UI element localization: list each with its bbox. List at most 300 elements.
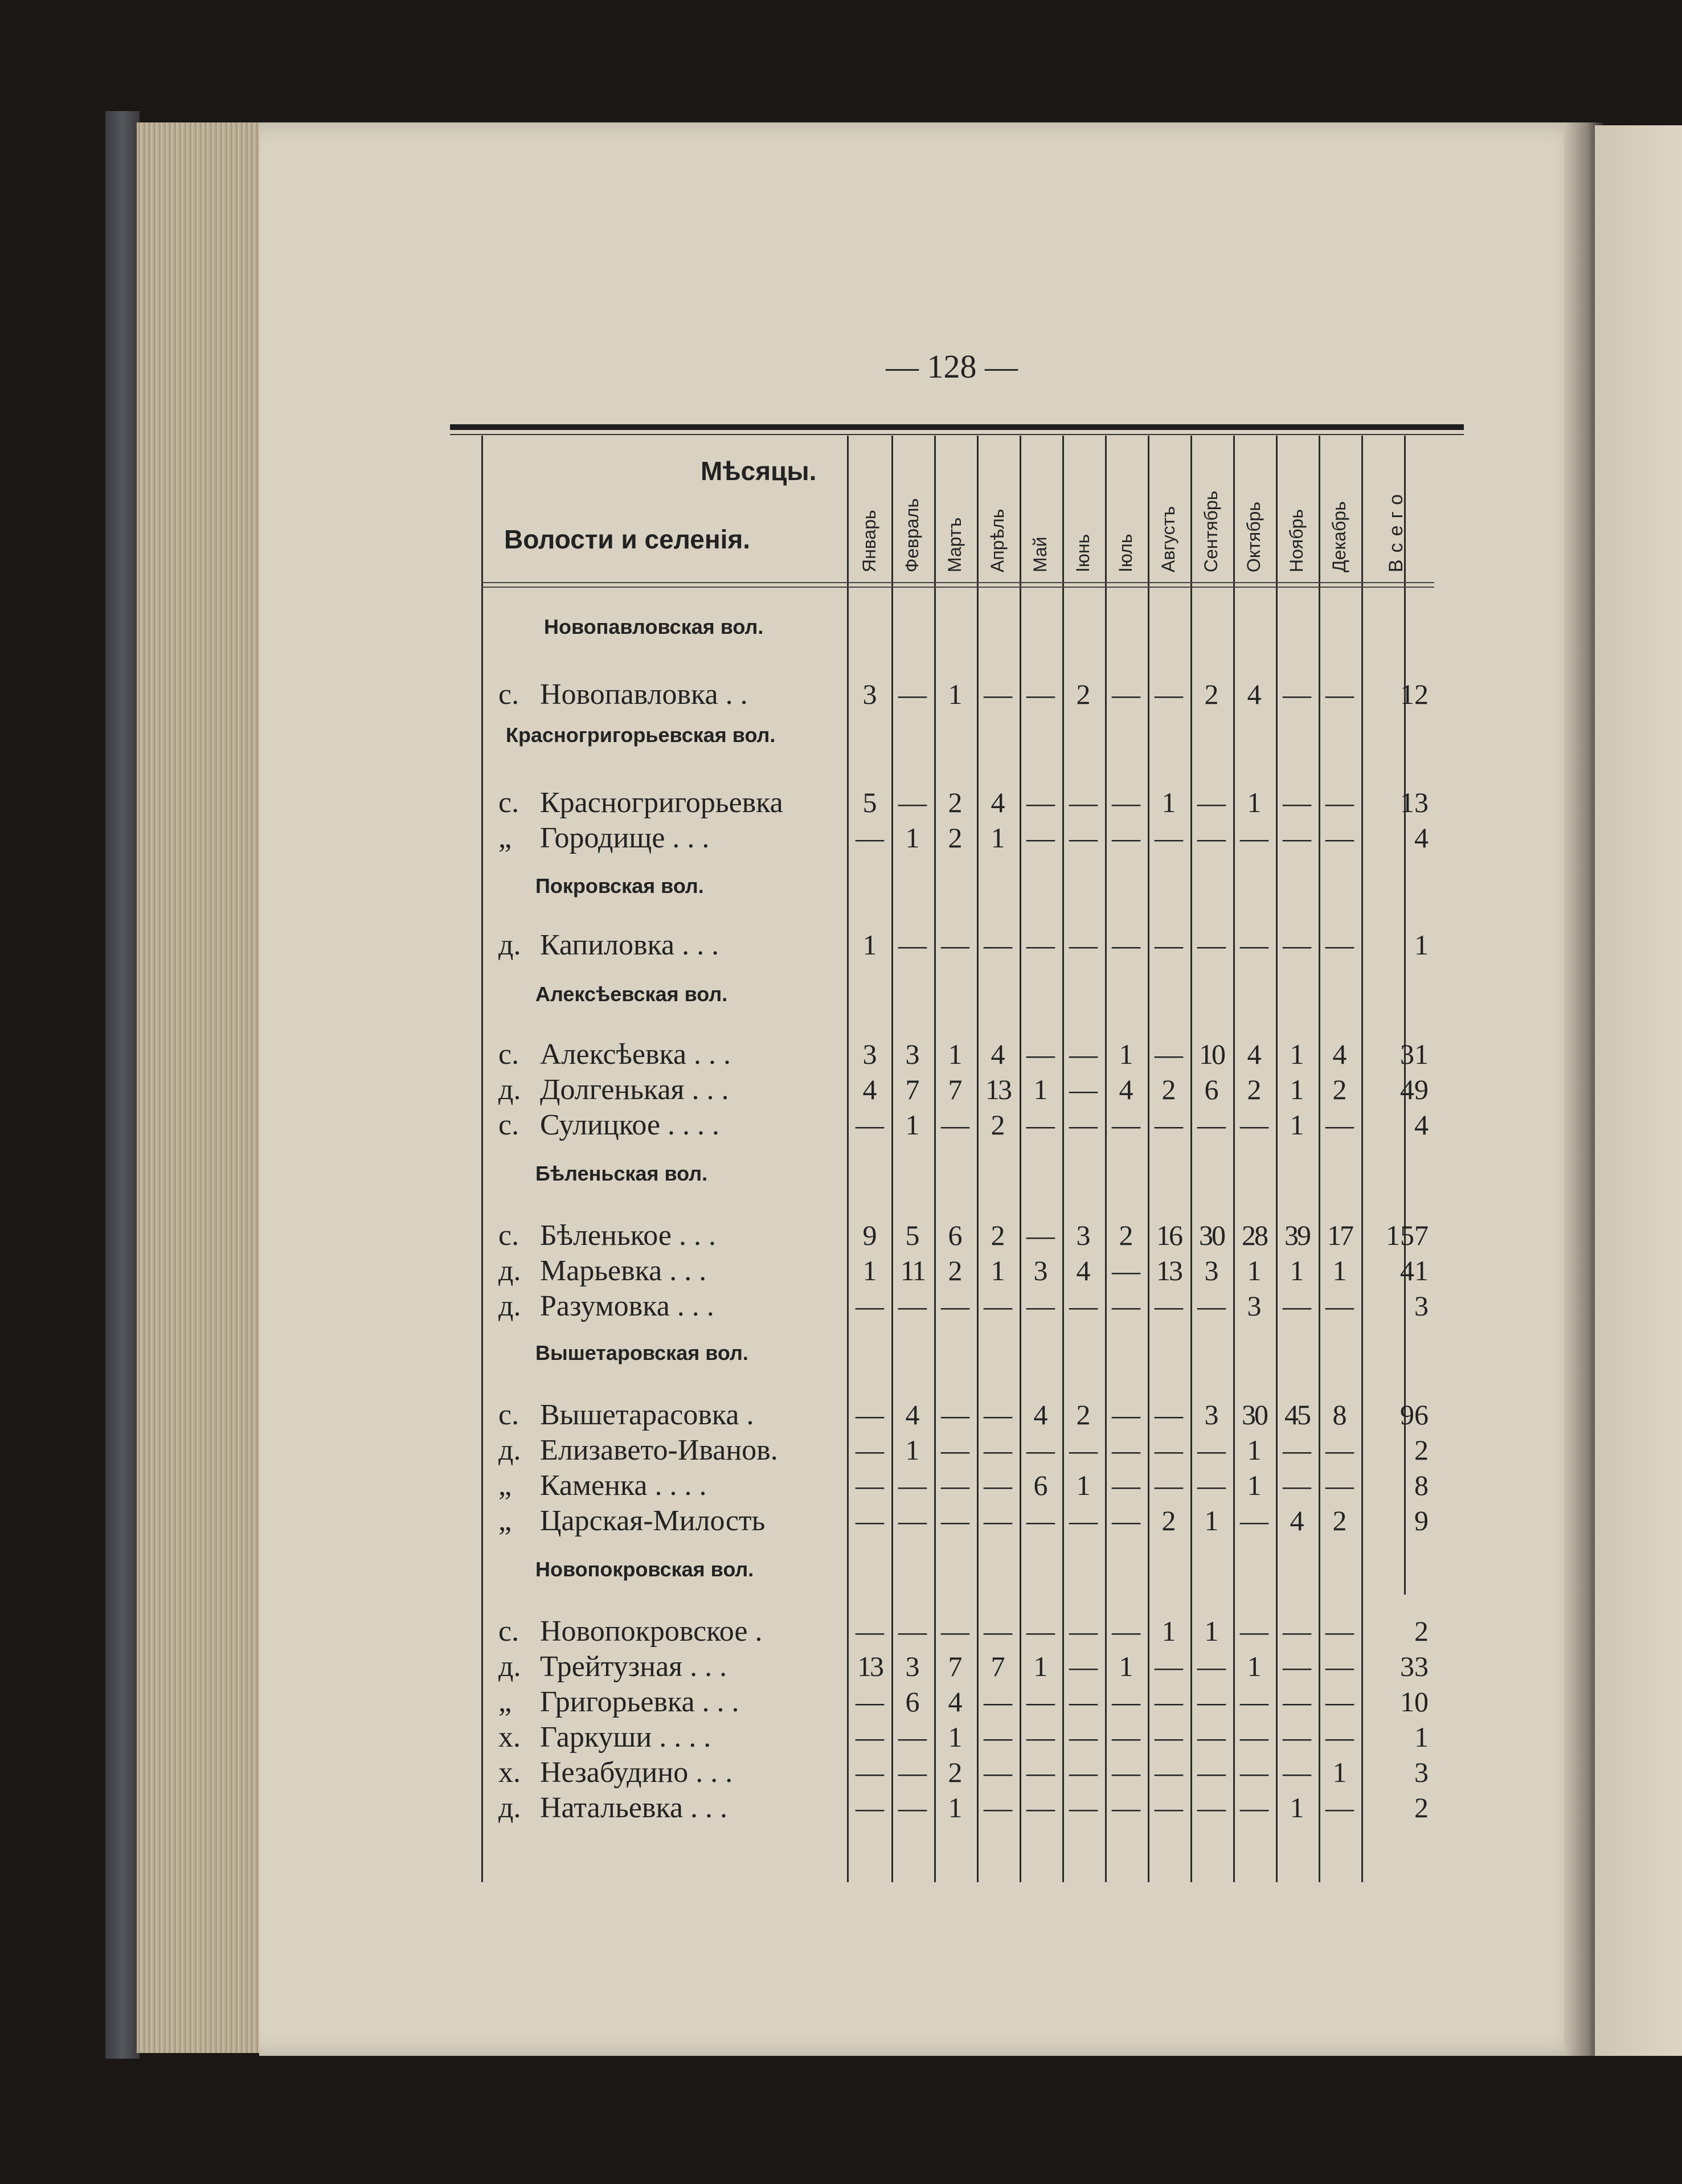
settlement-type: д. xyxy=(498,1290,521,1322)
month-value-cell: — xyxy=(1155,1756,1183,1788)
month-value-cell: — xyxy=(1283,786,1311,818)
month-value-cell: 45 xyxy=(1284,1399,1309,1431)
month-value-cell: — xyxy=(1155,1290,1183,1322)
month-value-cell: — xyxy=(1155,1650,1183,1682)
month-header: Ноябрь xyxy=(1286,509,1307,572)
month-value-cell: — xyxy=(1283,1721,1311,1753)
month-value-cell: — xyxy=(1325,1434,1354,1466)
corner-months-label: Мѣсяцы. xyxy=(701,456,817,486)
month-value-cell: 4 xyxy=(1290,1505,1304,1536)
month-value-cell: 3 xyxy=(905,1038,920,1070)
month-value-cell: — xyxy=(1283,1469,1311,1501)
month-value-cell: 6 xyxy=(1204,1073,1219,1105)
month-value-cell: — xyxy=(898,678,927,710)
month-value-cell: — xyxy=(941,929,969,961)
settlement-name: Сулицкое . . . . xyxy=(540,1109,720,1141)
month-value-cell: — xyxy=(898,1792,927,1824)
month-value-cell: — xyxy=(1325,1792,1354,1824)
settlement-name: Красногригорьевка xyxy=(540,786,783,819)
month-value-cell: — xyxy=(941,1290,969,1322)
month-value-cell: — xyxy=(1112,1255,1140,1286)
month-value-cell: — xyxy=(1026,1686,1055,1718)
month-value-cell: — xyxy=(1026,1792,1055,1824)
settlement-type: д. xyxy=(498,1255,521,1287)
row-total-cell: 157 xyxy=(1386,1219,1429,1251)
month-value-cell: 13 xyxy=(985,1073,1010,1105)
month-value-cell: — xyxy=(898,1290,927,1322)
month-value-cell: 1 xyxy=(1033,1650,1048,1682)
settlement-type: с. xyxy=(498,1038,519,1071)
month-header: Всего xyxy=(1385,487,1407,572)
month-value-cell: 7 xyxy=(948,1650,963,1682)
month-value-cell: — xyxy=(856,1756,884,1788)
month-value-cell: — xyxy=(1197,1792,1226,1824)
row-total-cell: 3 xyxy=(1414,1290,1429,1322)
settlement-name: Капиловка . . . xyxy=(540,929,719,961)
month-value-cell: 1 xyxy=(1247,1255,1262,1286)
month-header: Декабрь xyxy=(1329,501,1349,572)
settlement-name: Марьевка . . . xyxy=(540,1255,707,1287)
month-value-cell: 17 xyxy=(1327,1219,1352,1251)
month-value-cell: — xyxy=(1240,1615,1268,1647)
month-value-cell: 3 xyxy=(1247,1290,1262,1322)
month-value-cell: — xyxy=(1026,1615,1055,1647)
month-value-cell: 1 xyxy=(1161,786,1176,818)
month-value-cell: — xyxy=(1240,1721,1268,1753)
month-value-cell: 6 xyxy=(948,1219,963,1251)
month-value-cell: — xyxy=(1197,1756,1226,1788)
row-total-cell: 31 xyxy=(1400,1038,1429,1070)
month-value-cell: — xyxy=(1069,1290,1098,1322)
month-value-cell: — xyxy=(1155,1792,1183,1824)
month-value-cell: — xyxy=(1325,929,1354,961)
month-header: Мартъ xyxy=(944,517,965,572)
month-value-cell: — xyxy=(1112,1615,1140,1647)
month-value-cell: — xyxy=(1069,1721,1098,1753)
settlement-name: Алексѣевка . . . xyxy=(540,1038,731,1071)
month-value-cell: 1 xyxy=(1332,1756,1347,1788)
month-header: Январь xyxy=(859,510,879,572)
month-value-cell: — xyxy=(898,929,927,961)
month-value-cell: — xyxy=(1197,1434,1226,1466)
month-value-cell: 1 xyxy=(905,1109,920,1141)
month-value-cell: — xyxy=(984,1399,1012,1431)
row-total-cell: 10 xyxy=(1400,1686,1429,1718)
month-value-cell: — xyxy=(1325,678,1354,710)
month-header: Августъ xyxy=(1158,506,1178,572)
settlement-name: Трейтузная . . . xyxy=(540,1650,727,1683)
settlement-name: Новопавловка . . xyxy=(540,678,748,711)
settlement-name: Гаркуши . . . . xyxy=(540,1721,711,1753)
volost-heading: Алексѣевская вол. xyxy=(535,982,728,1006)
month-value-cell: — xyxy=(1240,1505,1268,1536)
month-value-cell: — xyxy=(941,1615,969,1647)
settlement-name: Бѣленькое . . . xyxy=(540,1219,717,1252)
month-value-cell: 1 xyxy=(1033,1073,1048,1105)
month-value-cell: — xyxy=(1240,1756,1268,1788)
month-value-cell: 1 xyxy=(905,1434,920,1466)
month-value-cell: — xyxy=(1112,1686,1140,1718)
month-value-cell: — xyxy=(984,1505,1012,1536)
month-value-cell: — xyxy=(1155,1721,1183,1753)
month-value-cell: 3 xyxy=(862,678,877,710)
month-value-cell: — xyxy=(1112,1756,1140,1788)
month-value-cell: — xyxy=(1283,1756,1311,1788)
month-header: Май xyxy=(1030,536,1050,572)
month-value-cell: — xyxy=(898,1469,927,1501)
month-value-cell: — xyxy=(1069,822,1098,854)
month-value-cell: — xyxy=(1325,1290,1354,1322)
month-value-cell: — xyxy=(1112,1792,1140,1824)
settlement-name: Вышетарасовка . xyxy=(540,1399,754,1431)
month-value-cell: 3 xyxy=(1204,1255,1219,1286)
month-value-cell: 13 xyxy=(1156,1255,1181,1286)
month-value-cell: 4 xyxy=(1247,1038,1262,1070)
month-value-cell: 1 xyxy=(948,1792,963,1824)
month-value-cell: — xyxy=(1240,1686,1268,1718)
month-value-cell: — xyxy=(1197,1686,1226,1718)
month-value-cell: — xyxy=(1026,929,1055,961)
month-value-cell: 28 xyxy=(1242,1219,1267,1251)
month-value-cell: — xyxy=(1069,929,1098,961)
month-value-cell: 2 xyxy=(948,1756,963,1788)
month-value-cell: — xyxy=(1069,1756,1098,1788)
settlement-type: д. xyxy=(498,929,521,961)
page-edges xyxy=(137,122,262,2053)
month-value-cell: 5 xyxy=(862,786,877,818)
month-value-cell: 1 xyxy=(1204,1505,1219,1536)
month-header: Іюнь xyxy=(1073,534,1093,572)
header-bottom-rule xyxy=(481,587,1434,588)
settlement-type: д. xyxy=(498,1073,521,1106)
month-value-cell: 3 xyxy=(862,1038,877,1070)
month-value-cell: — xyxy=(1026,678,1055,710)
month-value-cell: — xyxy=(856,1399,884,1431)
month-value-cell: — xyxy=(1069,1615,1098,1647)
settlement-name: Незабудино . . . xyxy=(540,1756,733,1789)
month-value-cell: — xyxy=(1155,822,1183,854)
month-header: Апрѣль xyxy=(987,509,1008,572)
month-value-cell: — xyxy=(1026,1290,1055,1322)
month-value-cell: 10 xyxy=(1199,1038,1224,1070)
month-value-cell: 4 xyxy=(991,1038,1005,1070)
settlement-type: с. xyxy=(498,1109,519,1141)
month-value-cell: — xyxy=(984,1615,1012,1647)
settlement-type: „ xyxy=(498,1686,512,1718)
month-value-cell: — xyxy=(898,786,927,818)
month-value-cell: 2 xyxy=(991,1219,1005,1251)
corner-regions-label: Волости и селенія. xyxy=(504,525,751,554)
settlement-type: д. xyxy=(498,1792,521,1824)
month-value-cell: — xyxy=(1240,822,1268,854)
month-value-cell: 2 xyxy=(1076,1399,1091,1431)
month-value-cell: — xyxy=(1026,1219,1055,1251)
settlement-type: д. xyxy=(498,1650,521,1683)
month-value-cell: 1 xyxy=(1161,1615,1176,1647)
month-value-cell: 4 xyxy=(1033,1399,1048,1431)
month-value-cell: 1 xyxy=(1247,786,1262,818)
month-value-cell: 1 xyxy=(948,678,963,710)
month-value-cell: 2 xyxy=(991,1109,1005,1141)
month-value-cell: — xyxy=(1325,822,1354,854)
month-value-cell: — xyxy=(984,1686,1012,1718)
month-value-cell: — xyxy=(1283,822,1311,854)
month-value-cell: — xyxy=(1026,786,1055,818)
month-value-cell: — xyxy=(1155,929,1183,961)
month-header: Іюль xyxy=(1115,534,1136,572)
row-total-cell: 4 xyxy=(1414,822,1429,854)
row-total-cell: 49 xyxy=(1400,1073,1429,1105)
month-value-cell: — xyxy=(1325,1650,1354,1682)
month-value-cell: — xyxy=(1112,678,1140,710)
settlement-type: с. xyxy=(498,1219,519,1252)
month-value-cell: 2 xyxy=(948,822,963,854)
month-value-cell: — xyxy=(1112,822,1140,854)
month-value-cell: — xyxy=(1197,786,1226,818)
month-value-cell: 4 xyxy=(1332,1038,1347,1070)
month-value-cell: — xyxy=(1112,1505,1140,1536)
month-value-cell: — xyxy=(941,1434,969,1466)
month-value-cell: — xyxy=(1325,1109,1354,1141)
month-value-cell: 1 xyxy=(1119,1038,1133,1070)
month-value-cell: 6 xyxy=(1033,1469,1048,1501)
month-value-cell: 1 xyxy=(1204,1615,1219,1647)
page-number: — 128 — xyxy=(886,348,1018,385)
month-value-cell: — xyxy=(1197,1469,1226,1501)
month-value-cell: 2 xyxy=(948,1255,963,1286)
month-value-cell: — xyxy=(984,929,1012,961)
month-value-cell: 4 xyxy=(1119,1073,1133,1105)
header-bottom-rule xyxy=(481,582,1434,583)
month-value-cell: — xyxy=(856,1686,884,1718)
month-value-cell: 4 xyxy=(1247,678,1262,710)
month-value-cell: — xyxy=(898,1615,927,1647)
month-value-cell: 1 xyxy=(1076,1469,1091,1501)
month-value-cell: 2 xyxy=(1119,1219,1133,1251)
row-total-cell: 33 xyxy=(1400,1650,1429,1682)
month-value-cell: 4 xyxy=(905,1399,920,1431)
month-value-cell: — xyxy=(941,1469,969,1501)
month-header: Октябрь xyxy=(1243,501,1264,572)
month-value-cell: 5 xyxy=(905,1219,920,1251)
month-value-cell: — xyxy=(984,1469,1012,1501)
month-value-cell: — xyxy=(1026,1756,1055,1788)
month-value-cell: — xyxy=(1026,1434,1055,1466)
settlement-type: с. xyxy=(498,1399,519,1431)
month-value-cell: — xyxy=(1283,1650,1311,1682)
month-value-cell: 1 xyxy=(1290,1792,1304,1824)
month-value-cell: — xyxy=(1283,1615,1311,1647)
settlement-type: „ xyxy=(498,1505,512,1537)
month-value-cell: 1 xyxy=(1290,1073,1304,1105)
row-total-cell: 2 xyxy=(1414,1792,1429,1824)
month-value-cell: — xyxy=(1197,822,1226,854)
month-value-cell: 1 xyxy=(862,929,877,961)
volost-heading: Покровская вол. xyxy=(535,874,704,898)
month-value-cell: 9 xyxy=(862,1219,877,1251)
month-value-cell: 2 xyxy=(1161,1073,1176,1105)
month-value-cell: — xyxy=(1283,1290,1311,1322)
month-value-cell: — xyxy=(984,1434,1012,1466)
month-value-cell: 2 xyxy=(1076,678,1091,710)
month-value-cell: — xyxy=(1069,1792,1098,1824)
month-value-cell: 39 xyxy=(1284,1219,1309,1251)
month-value-cell: — xyxy=(1283,1686,1311,1718)
month-value-cell: — xyxy=(856,1109,884,1141)
month-value-cell: — xyxy=(984,1756,1012,1788)
month-value-cell: 4 xyxy=(991,786,1005,818)
month-value-cell: — xyxy=(1155,1038,1183,1070)
settlement-type: „ xyxy=(498,822,512,854)
month-value-cell: 1 xyxy=(1332,1255,1347,1286)
month-value-cell: — xyxy=(1069,1505,1098,1536)
month-value-cell: — xyxy=(1155,1686,1183,1718)
settlement-name: Городище . . . xyxy=(540,822,710,854)
month-value-cell: — xyxy=(1283,1434,1311,1466)
volost-heading: Вышетаровская вол. xyxy=(535,1341,748,1365)
month-value-cell: — xyxy=(856,1434,884,1466)
row-total-cell: 12 xyxy=(1400,678,1429,710)
month-value-cell: — xyxy=(1026,1038,1055,1070)
month-value-cell: — xyxy=(1197,1109,1226,1141)
month-value-cell: — xyxy=(1069,1434,1098,1466)
row-total-cell: 8 xyxy=(1414,1469,1429,1501)
settlement-type: х. xyxy=(498,1756,521,1789)
month-value-cell: — xyxy=(984,1721,1012,1753)
month-value-cell: 1 xyxy=(991,822,1005,854)
month-value-cell: 2 xyxy=(948,786,963,818)
month-value-cell: — xyxy=(1155,1469,1183,1501)
table-column-line xyxy=(847,436,849,1882)
month-value-cell: — xyxy=(1069,1109,1098,1141)
month-value-cell: — xyxy=(898,1505,927,1536)
volost-heading: Новопокровская вол. xyxy=(535,1558,754,1581)
month-value-cell: 3 xyxy=(905,1650,920,1682)
month-value-cell: 1 xyxy=(1290,1109,1304,1141)
month-value-cell: — xyxy=(1197,1290,1226,1322)
month-value-cell: — xyxy=(856,1469,884,1501)
month-value-cell: 1 xyxy=(948,1721,963,1753)
settlement-type: д. xyxy=(498,1434,521,1466)
month-value-cell: — xyxy=(1112,1721,1140,1753)
month-value-cell: 13 xyxy=(857,1650,882,1682)
month-value-cell: 7 xyxy=(948,1073,963,1105)
month-value-cell: — xyxy=(1155,1434,1183,1466)
month-value-cell: 1 xyxy=(905,822,920,854)
month-value-cell: 1 xyxy=(1247,1469,1262,1501)
month-value-cell: — xyxy=(856,1290,884,1322)
month-value-cell: 1 xyxy=(1247,1650,1262,1682)
month-header: Сентябрь xyxy=(1201,490,1221,572)
month-value-cell: — xyxy=(856,1792,884,1824)
table-top-rule xyxy=(450,424,1464,430)
month-value-cell: — xyxy=(1197,1721,1226,1753)
month-value-cell: — xyxy=(856,1615,884,1647)
month-value-cell: — xyxy=(1240,929,1268,961)
month-value-cell: — xyxy=(1112,929,1140,961)
month-value-cell: — xyxy=(1026,1721,1055,1753)
settlement-name: Елизавето-Иванов. xyxy=(540,1434,778,1466)
month-value-cell: 30 xyxy=(1242,1399,1267,1431)
month-value-cell: — xyxy=(1112,1434,1140,1466)
settlement-type: „ xyxy=(498,1469,512,1502)
month-value-cell: — xyxy=(941,1399,969,1431)
month-value-cell: 2 xyxy=(1332,1505,1347,1536)
month-value-cell: — xyxy=(1112,1290,1140,1322)
month-value-cell: 11 xyxy=(900,1255,925,1286)
month-value-cell: — xyxy=(1069,1686,1098,1718)
month-value-cell: — xyxy=(1197,929,1226,961)
row-total-cell: 4 xyxy=(1414,1109,1429,1141)
month-value-cell: — xyxy=(1155,1109,1183,1141)
month-value-cell: 1 xyxy=(862,1255,877,1286)
settlement-type: с. xyxy=(498,1615,519,1648)
volost-heading: Новопавловская вол. xyxy=(544,615,764,638)
month-value-cell: — xyxy=(1283,929,1311,961)
settlement-name: Новопокровское . xyxy=(540,1615,763,1648)
row-total-cell: 2 xyxy=(1414,1615,1429,1647)
month-value-cell: 1 xyxy=(948,1038,963,1070)
month-value-cell: 6 xyxy=(905,1686,920,1718)
month-value-cell: — xyxy=(1112,1399,1140,1431)
month-value-cell: — xyxy=(984,1792,1012,1824)
month-value-cell: — xyxy=(984,1290,1012,1322)
month-value-cell: — xyxy=(1069,1038,1098,1070)
month-value-cell: — xyxy=(1283,678,1311,710)
settlement-name: Натальевка . . . xyxy=(540,1792,728,1824)
month-value-cell: 16 xyxy=(1156,1219,1181,1251)
month-value-cell: 3 xyxy=(1204,1399,1219,1431)
month-value-cell: — xyxy=(856,822,884,854)
table-column-line xyxy=(481,436,483,1882)
month-value-cell: — xyxy=(1240,1109,1268,1141)
row-total-cell: 2 xyxy=(1414,1434,1429,1466)
month-value-cell: — xyxy=(941,1109,969,1141)
row-total-cell: 1 xyxy=(1414,1721,1429,1753)
month-value-cell: — xyxy=(1325,786,1354,818)
month-value-cell: 2 xyxy=(1161,1505,1176,1536)
table-top-rule-thin xyxy=(450,434,1464,435)
month-value-cell: 1 xyxy=(1247,1434,1262,1466)
month-value-cell: — xyxy=(1155,678,1183,710)
volost-heading: Бѣленьская вол. xyxy=(535,1162,708,1185)
month-value-cell: 7 xyxy=(905,1073,920,1105)
settlement-name: Разумовка . . . xyxy=(540,1290,714,1322)
settlement-type: х. xyxy=(498,1721,521,1753)
month-value-cell: — xyxy=(1112,786,1140,818)
month-value-cell: 1 xyxy=(1290,1255,1304,1286)
settlement-name: Долгенькая . . . xyxy=(540,1073,729,1106)
settlement-name: Каменка . . . . xyxy=(540,1469,707,1502)
row-total-cell: 9 xyxy=(1414,1505,1429,1536)
month-value-cell: — xyxy=(1069,1650,1098,1682)
month-value-cell: 2 xyxy=(1247,1073,1262,1105)
row-total-cell: 96 xyxy=(1400,1399,1429,1431)
month-value-cell: 8 xyxy=(1332,1399,1347,1431)
month-value-cell: 4 xyxy=(1076,1255,1091,1286)
settlement-type: с. xyxy=(498,786,519,819)
month-value-cell: — xyxy=(1197,1650,1226,1682)
settlement-name: Григорьевка . . . xyxy=(540,1686,739,1718)
month-value-cell: — xyxy=(856,1721,884,1753)
month-value-cell: — xyxy=(1325,1721,1354,1753)
month-value-cell: 2 xyxy=(1332,1073,1347,1105)
month-value-cell: 1 xyxy=(1119,1650,1133,1682)
month-value-cell: — xyxy=(1325,1469,1354,1501)
next-page-edge xyxy=(1595,125,1682,2056)
settlement-type: с. xyxy=(498,678,519,711)
month-value-cell: — xyxy=(1325,1686,1354,1718)
